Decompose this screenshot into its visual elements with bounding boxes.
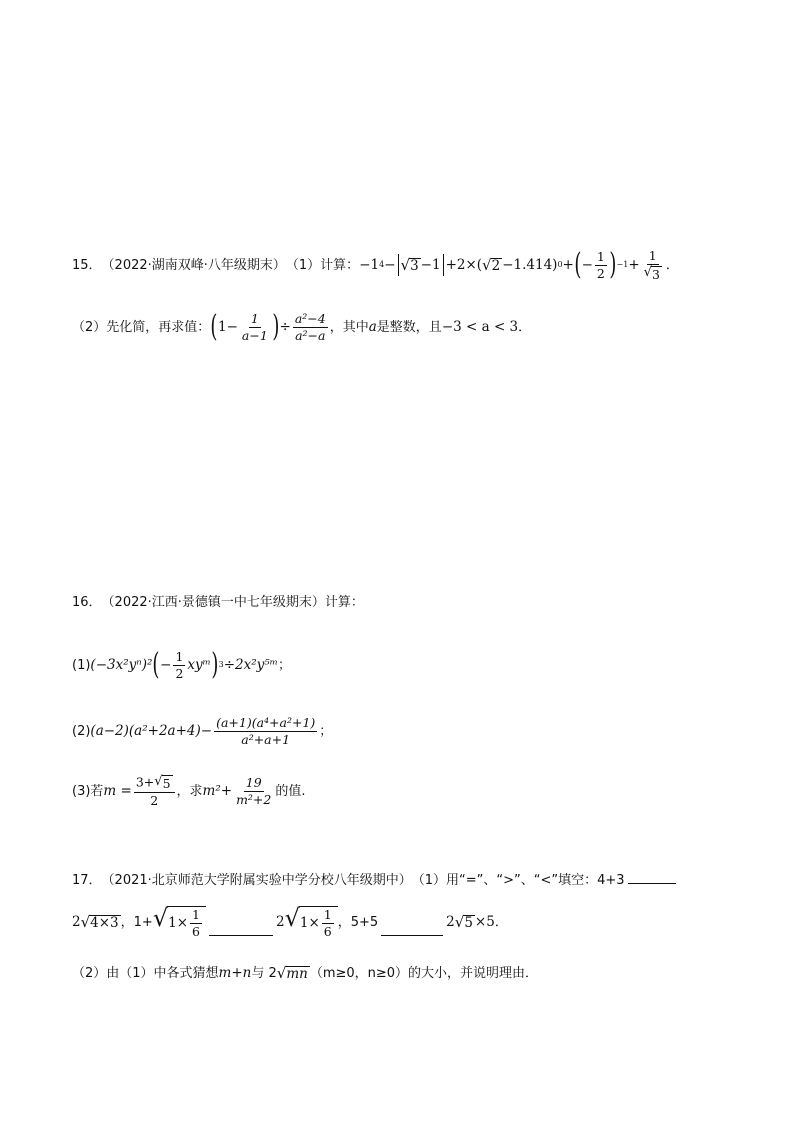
q15-expr-t2: − <box>384 256 396 273</box>
q16-3-m2: m²+ <box>202 782 233 799</box>
q17-sep1: ，1+ <box>120 914 153 930</box>
q16-3-frac2: $\frac{19}{\text{m²+2}}$ <box>236 775 272 807</box>
paren-left: ( <box>152 647 160 683</box>
q16-1-end: ； <box>277 657 291 673</box>
q17-p2-sqrt: √ mn <box>276 964 308 982</box>
q17-p2-c: （m≥0，n≥0）的大小，并说明理由． <box>309 966 539 982</box>
q16-3-meq: m = <box>103 782 132 799</box>
q16-3-mid: ，求 <box>176 783 203 799</box>
q15-end: ． <box>665 257 679 273</box>
q16-label: 计算： <box>324 595 364 610</box>
q17-number: 17． <box>72 873 102 888</box>
q15-frac-inv-sqrt3: 1 √ 3 <box>643 248 660 282</box>
q17-sep2: ，5+5 <box>337 914 379 930</box>
q16-1-a: (−3x²yⁿ)² <box>90 656 153 673</box>
abs-bar-left <box>398 254 399 276</box>
q17-source: （2021·北京师范大学附属实验中学分校八年级期中） <box>101 873 412 888</box>
q15-expr-t6: + <box>628 256 640 273</box>
q16-item3 <box>72 775 733 808</box>
q15p2-ineq: −3 < a < 3 <box>441 318 519 335</box>
q16-2-frac: $\frac{\text{(a+1)(a⁴+a²+1)}}{\text{a²+a+1}}$ <box>216 715 316 747</box>
q15-part2 <box>72 309 733 345</box>
q17-c-sqrt: √ 1× $\frac{1}{6}$ <box>285 906 338 939</box>
q16-1-frac: $\frac{1}{2}$ <box>175 649 184 681</box>
q15p2-end: ． <box>518 319 532 335</box>
q15-sqrt2: √ 2 <box>482 255 501 274</box>
q15-expr-t4-exp: 0 <box>557 260 563 270</box>
q15-expr-t5: + <box>562 256 574 273</box>
q15-source: （2022·湖南双峰·八年级期末） <box>101 257 286 273</box>
q15-part2-label: （2）先化简，再求值： <box>72 319 211 335</box>
q17-a-sqrt: √ 4×3 <box>80 912 119 931</box>
q17-p2-a: （2）由（1）中各式猜想 <box>72 966 219 982</box>
q15-part1 <box>72 249 733 282</box>
q15-part1-label: （1）计算： <box>285 257 360 273</box>
q15p2-frac2: $\frac{\text{a²−4}}{\text{a²−a}}$ <box>294 311 326 343</box>
q16-2-a: (a−2)(a²+2a+4)− <box>90 722 213 739</box>
q15p2-div: ÷ <box>279 318 291 335</box>
paren-right: ) <box>211 647 219 683</box>
q16-1-label: (1) <box>72 657 91 673</box>
q15-number: 15． <box>72 257 102 273</box>
paren-right: ) <box>609 247 617 283</box>
q15-paren-exp: −1 <box>616 260 629 270</box>
answer-blank-3[interactable] <box>381 934 443 936</box>
q16-2-end: ； <box>319 723 333 739</box>
q15-frac-half: $\frac{1}{2}$ <box>596 249 605 281</box>
abs-bar-right <box>443 254 444 276</box>
q16-3-end: 的值. <box>275 783 306 799</box>
q15-sqrt3: √ 3 <box>400 255 419 274</box>
q15-expr-t1-exp: 4 <box>379 260 385 270</box>
q15p2-tail: ，其中 <box>329 319 369 335</box>
q17-d-tail: ×5 <box>474 913 495 930</box>
q17-c-coef: 2 <box>275 913 285 930</box>
q17-d-coef: 2 <box>446 913 455 930</box>
answer-blank-2[interactable] <box>209 934 273 936</box>
q15-expr-t1: −1 <box>359 256 380 273</box>
paren-right: ) <box>272 309 280 345</box>
q16-1-neg: − <box>160 656 172 673</box>
q15-expr-t3: +2×( <box>445 256 483 273</box>
q17-d-sqrt: √ 5 <box>454 912 473 931</box>
q17-part2 <box>72 966 733 982</box>
q15p2-one: 1− <box>218 318 238 335</box>
q15p2-frac1: $\frac{1}{a-1}$ <box>241 311 268 343</box>
q16-source: （2022·江西·景德镇一中七年级期末） <box>101 595 325 610</box>
q15p2-tail2: 是整数，且 <box>376 319 442 335</box>
q15-abs-tail: −1 <box>420 256 441 273</box>
q15-expr-t4: −1.414) <box>502 256 558 273</box>
q16-1-c: ÷2x²y⁵ᵐ <box>223 656 278 673</box>
q17-end: ． <box>494 914 508 930</box>
q16-1-b-exp: 3 <box>218 660 224 670</box>
q16-3-frac1: 3+ √ 5 2 <box>134 775 175 808</box>
paren-left: ( <box>574 247 582 283</box>
q17-p2-mn: m+n <box>218 965 252 981</box>
q16-3-label: (3)若 <box>72 783 104 799</box>
q16-number: 16． <box>72 595 102 610</box>
q17-a-coef: 2 <box>72 913 81 930</box>
q17-part1 <box>72 874 733 887</box>
answer-blank-1[interactable] <box>628 882 676 884</box>
q15-frac-neg: − <box>581 256 593 273</box>
q15p2-var: a <box>368 318 377 335</box>
q16-heading <box>72 596 733 609</box>
paren-left: ( <box>210 309 218 345</box>
q16-2-label: (2) <box>72 723 91 739</box>
q17-part1-label: （1）用“=”、“>”、“<”填空：4+3 <box>411 873 625 888</box>
q16-1-b: xyᵐ <box>187 656 211 673</box>
q17-b-sqrt: √ 1× $\frac{1}{6}$ <box>153 906 206 939</box>
q16-item2 <box>72 716 733 747</box>
q16-item1 <box>72 647 733 683</box>
q17-p2-b: 与 2 <box>251 966 277 982</box>
q17-part1-line2 <box>72 906 733 939</box>
